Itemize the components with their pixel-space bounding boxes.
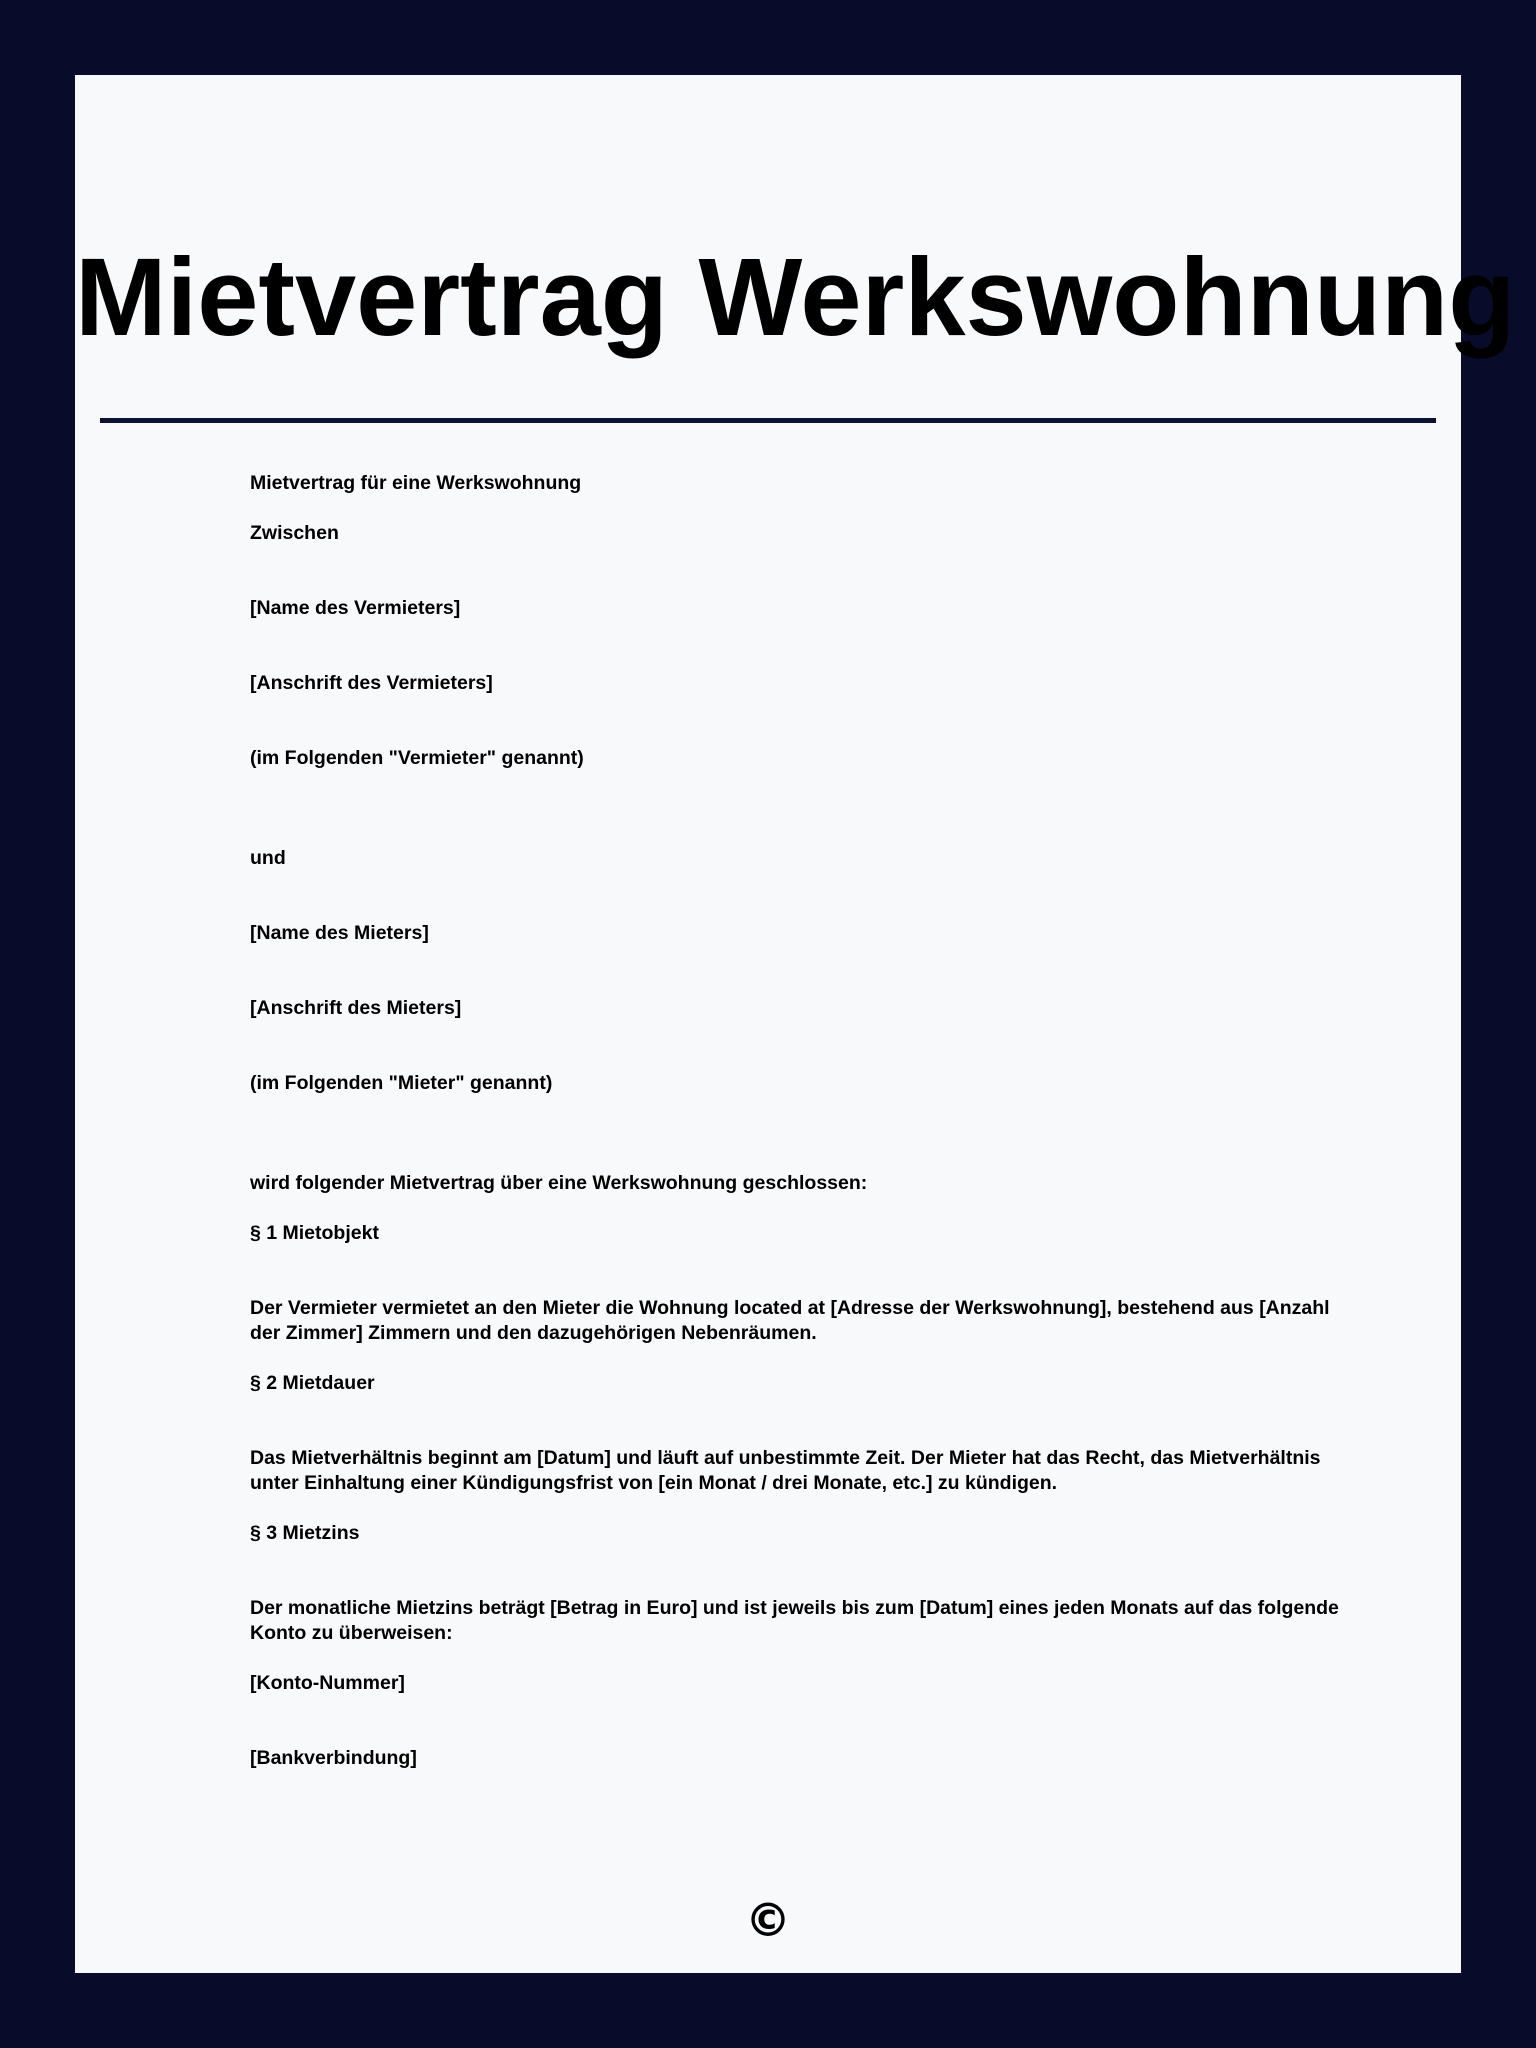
tenant-designation: (im Folgenden "Mieter" genannt) (250, 1072, 553, 1094)
section-3-body: Der monatliche Mietzins beträgt [Betrag in Euro] und ist jeweils bis zum [Datum] eines jeden Monats auf das folgende Konto zu überweisen: (250, 1597, 1339, 1644)
document-title: Mietvertrag Werkswohnung (75, 236, 1516, 359)
tenant-address-placeholder: [Anschrift des Mieters] (250, 997, 462, 1019)
document-page (75, 75, 1516, 1973)
document-heading: Mietvertrag für eine Werkswohnung (250, 472, 582, 494)
contract-intro: wird folgender Mietvertrag über eine Werkswohnung geschlossen: (250, 1172, 868, 1194)
section-1-body: Der Vermieter vermietet an den Mieter die Wohnung located at [Adresse der Werkswohnung], bestehend aus [Anzahl der Zimmer] Zimmern und den dazugehörigen Nebenräumen. (250, 1297, 1330, 1344)
bank-details-placeholder: [Bankverbindung] (250, 1747, 417, 1769)
landlord-address-placeholder: [Anschrift des Vermieters] (250, 672, 493, 694)
section-1-heading: § 1 Mietobjekt (250, 1222, 379, 1244)
landlord-name-placeholder: [Name des Vermieters] (250, 597, 461, 619)
and-label: und (250, 847, 286, 869)
account-number-placeholder: [Konto-Nummer] (250, 1672, 405, 1694)
tenant-name-placeholder: [Name des Mieters] (250, 922, 429, 944)
section-2-body: Das Mietverhältnis beginnt am [Datum] und läuft auf unbestimmte Zeit. Der Mieter hat das Recht, das Mietverhältnis unter Einhaltung einer Kündigungsfrist von [ein Monat / drei Monate, etc.] zu kündigen. (250, 1447, 1321, 1494)
landlord-designation: (im Folgenden "Vermieter" genannt) (250, 747, 584, 769)
between-label: Zwischen (250, 522, 339, 544)
title-divider (100, 418, 1436, 423)
section-2-heading: § 2 Mietdauer (250, 1372, 375, 1394)
section-3-heading: § 3 Mietzins (250, 1522, 360, 1544)
copyright-icon: © (745, 1893, 791, 1947)
